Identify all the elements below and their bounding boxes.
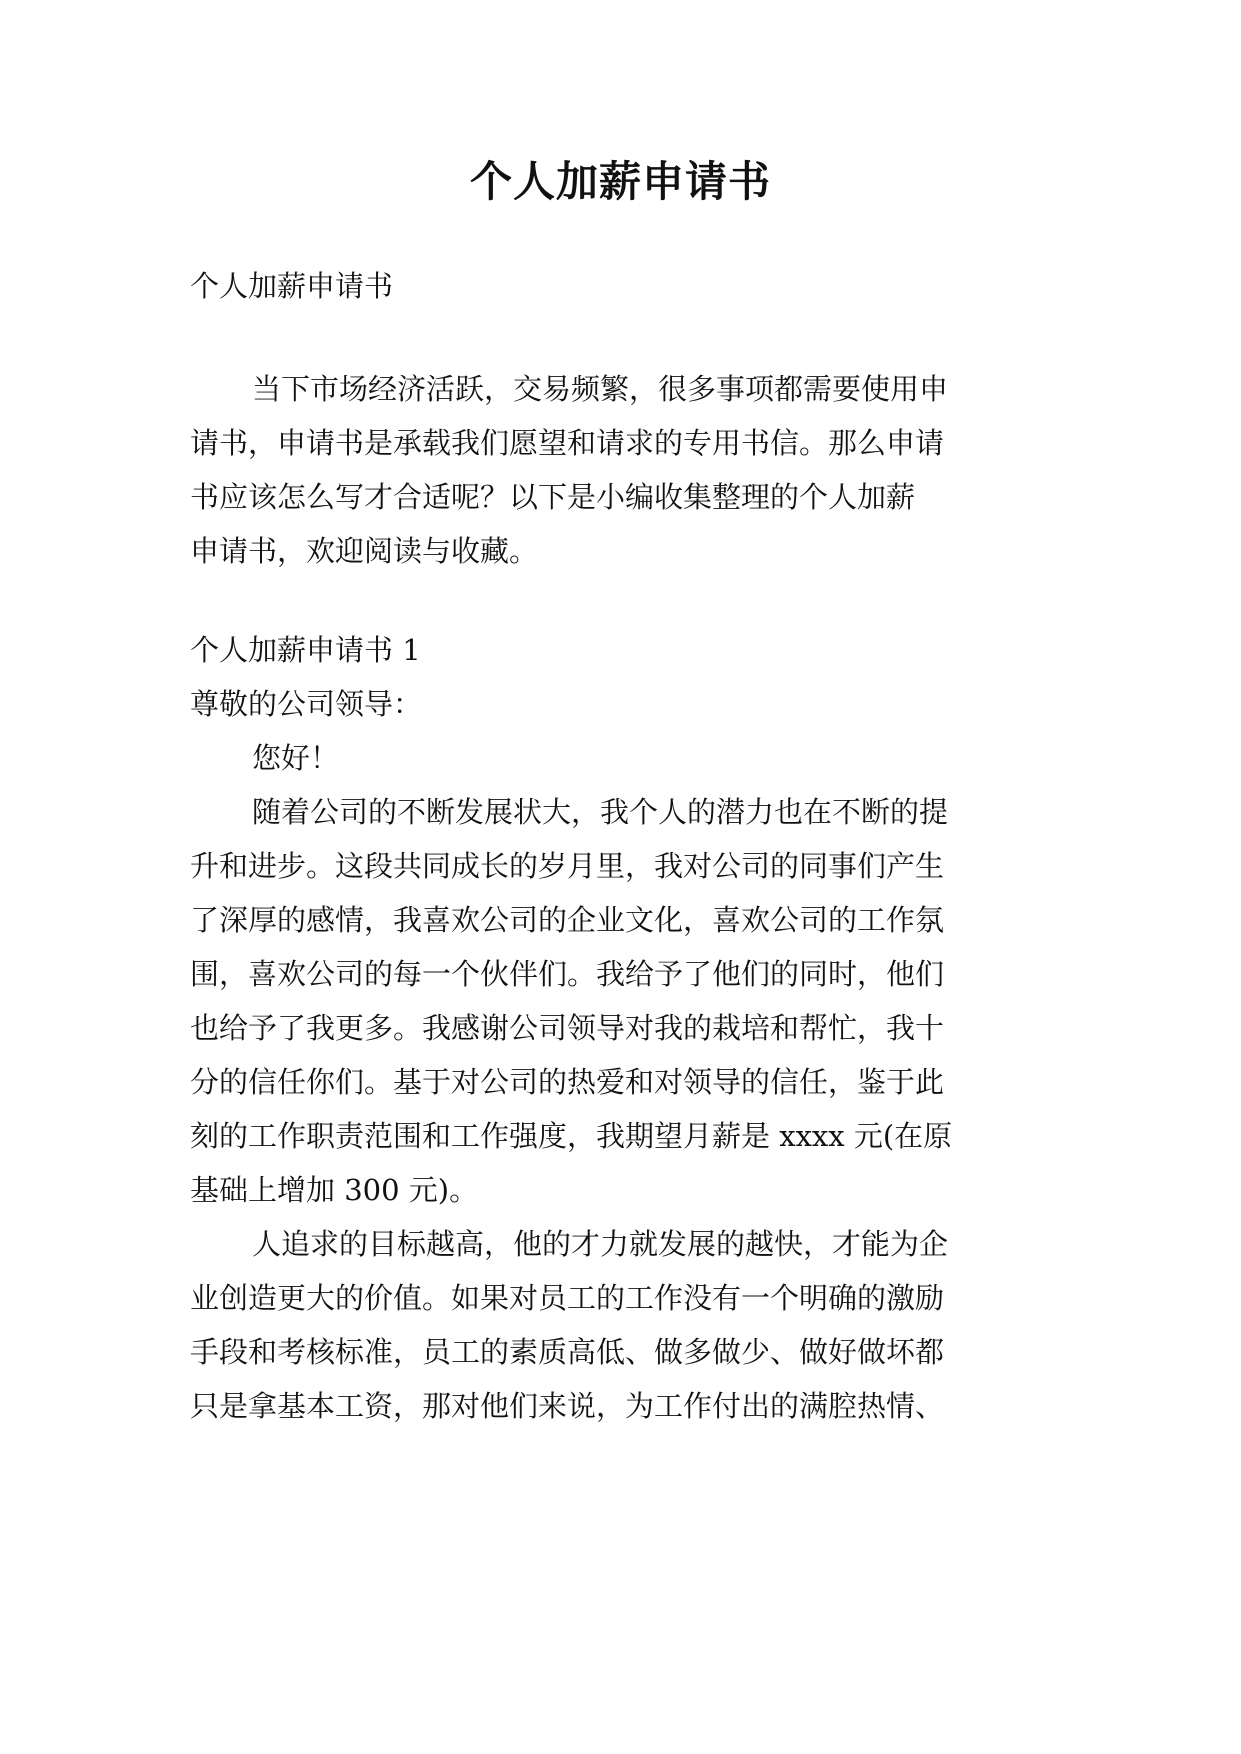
- paragraph-line: 围，喜欢公司的每一个伙伴们。我给予了他们的同时，他们: [190, 957, 945, 991]
- section-heading: 个人加薪申请书 1: [190, 633, 421, 667]
- paragraph-line: 业创造更大的价值。如果对员工的工作没有一个明确的激励: [190, 1281, 945, 1315]
- paragraph-line: 升和进步。这段共同成长的岁月里，我对公司的同事们产生: [190, 849, 945, 883]
- paragraph-line: 刻的工作职责范围和工作强度，我期望月薪是 xxxx 元(在原: [190, 1119, 953, 1153]
- intro-line: 请书，申请书是承载我们愿望和请求的专用书信。那么申请: [190, 426, 945, 460]
- paragraph-line: 也给予了我更多。我感谢公司领导对我的栽培和帮忙，我十: [190, 1011, 945, 1045]
- paragraph-line: 了深厚的感情，我喜欢公司的企业文化，喜欢公司的工作氛: [190, 903, 945, 937]
- paragraph-line: 随着公司的不断发展状大，我个人的潜力也在不断的提: [252, 795, 949, 829]
- document-title: 个人加薪申请书: [469, 157, 771, 206]
- intro-line: 当下市场经济活跃，交易频繁，很多事项都需要使用申: [252, 372, 949, 406]
- greeting: 您好！: [252, 741, 340, 775]
- intro-line: 书应该怎么写才合适呢？以下是小编收集整理的个人加薪: [190, 480, 916, 514]
- paragraph-line: 人追求的目标越高，他的才力就发展的越快，才能为企: [252, 1227, 949, 1261]
- paragraph-line: 手段和考核标准，员工的素质高低、做多做少、做好做坏都: [190, 1335, 945, 1369]
- intro-line: 申请书，欢迎阅读与收藏。: [190, 534, 539, 568]
- salutation: 尊敬的公司领导：: [190, 687, 423, 721]
- paragraph-line: 只是拿基本工资，那对他们来说，为工作付出的满腔热情、: [190, 1389, 945, 1423]
- document-subtitle: 个人加薪申请书: [190, 269, 394, 303]
- paragraph-line: 分的信任你们。基于对公司的热爱和对领导的信任，鉴于此: [190, 1065, 945, 1099]
- paragraph-line: 基础上增加 300 元)。: [190, 1173, 479, 1207]
